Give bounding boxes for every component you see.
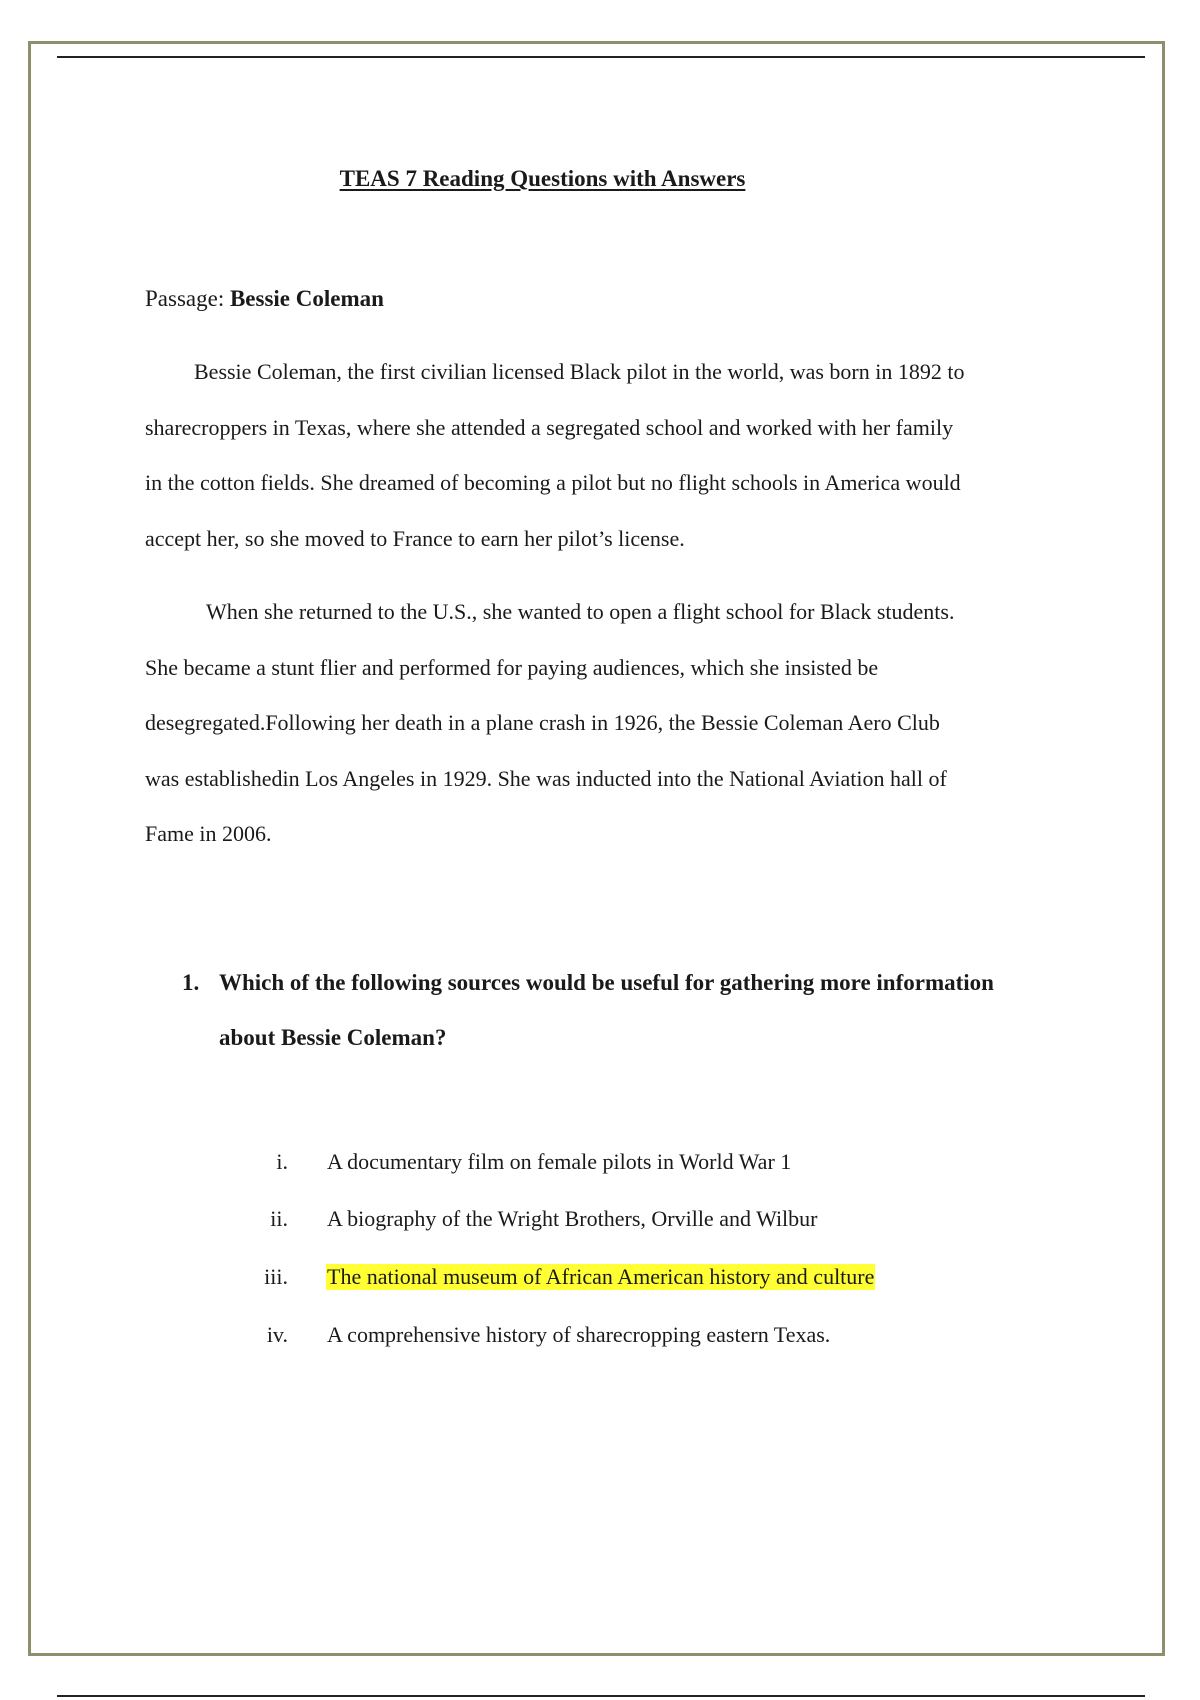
passage-paragraph-2: [145, 584, 1045, 862]
option-text-highlighted: The national museum of African American history and culture: [327, 1264, 875, 1289]
passage-name: Bessie Coleman: [229, 286, 384, 311]
question-1: [182, 955, 1039, 1065]
answer-option-iv[interactable]: [0, 1322, 1200, 1352]
paragraph-line: When she returned to the U.S., she wanted to open a flight school for Black students.: [206, 599, 955, 624]
question-line: about Bessie Coleman?: [219, 1025, 447, 1050]
answer-option-i[interactable]: [0, 1149, 1200, 1179]
option-numeral: i.: [276, 1149, 288, 1174]
question-number: 1.: [182, 970, 200, 995]
option-numeral: ii.: [270, 1206, 288, 1231]
question-line: Which of the following sources would be useful for gathering more information: [219, 970, 994, 995]
paragraph-line: Bessie Coleman, the first civilian licensed Black pilot in the world, was born in 1892 to: [194, 359, 965, 384]
paragraph-line: She became a stunt flier and performed for paying audiences, which she insisted be: [145, 654, 879, 680]
option-numeral: iii.: [264, 1264, 288, 1289]
header-rule: [57, 56, 1145, 58]
answer-option-iii[interactable]: [0, 1264, 1200, 1294]
paragraph-line: desegregated.Following her death in a plane crash in 1926, the Bessie Coleman Aero Club: [145, 710, 940, 735]
option-text: A comprehensive history of sharecropping eastern Texas.: [327, 1322, 831, 1347]
footer-rule: [57, 1695, 1145, 1697]
passage-heading: [145, 286, 384, 312]
question-text: [219, 955, 1039, 1065]
passage-paragraph-1: [145, 344, 1045, 566]
option-text: A biography of the Wright Brothers, Orville and Wilbur: [327, 1206, 818, 1231]
paragraph-line: was establishedin Los Angeles in 1929. She was inducted into the National Aviation hall of: [145, 765, 947, 791]
paragraph-line: accept her, so she moved to France to earn her pilot’s license.: [145, 525, 685, 551]
paragraph-line: sharecroppers in Texas, where she attended a segregated school and worked with her family: [145, 414, 954, 440]
paragraph-line: in the cotton fields. She dreamed of becoming a pilot but no flight schools in America would: [145, 470, 961, 495]
document-title: TEAS 7 Reading Questions with Answers: [339, 166, 746, 191]
paragraph-line: Fame in 2006.: [145, 821, 272, 846]
option-numeral: iv.: [266, 1322, 288, 1347]
passage-label: Passage:: [145, 286, 225, 311]
option-text: A documentary film on female pilots in World War 1: [327, 1149, 792, 1174]
answer-option-ii[interactable]: [0, 1206, 1200, 1236]
